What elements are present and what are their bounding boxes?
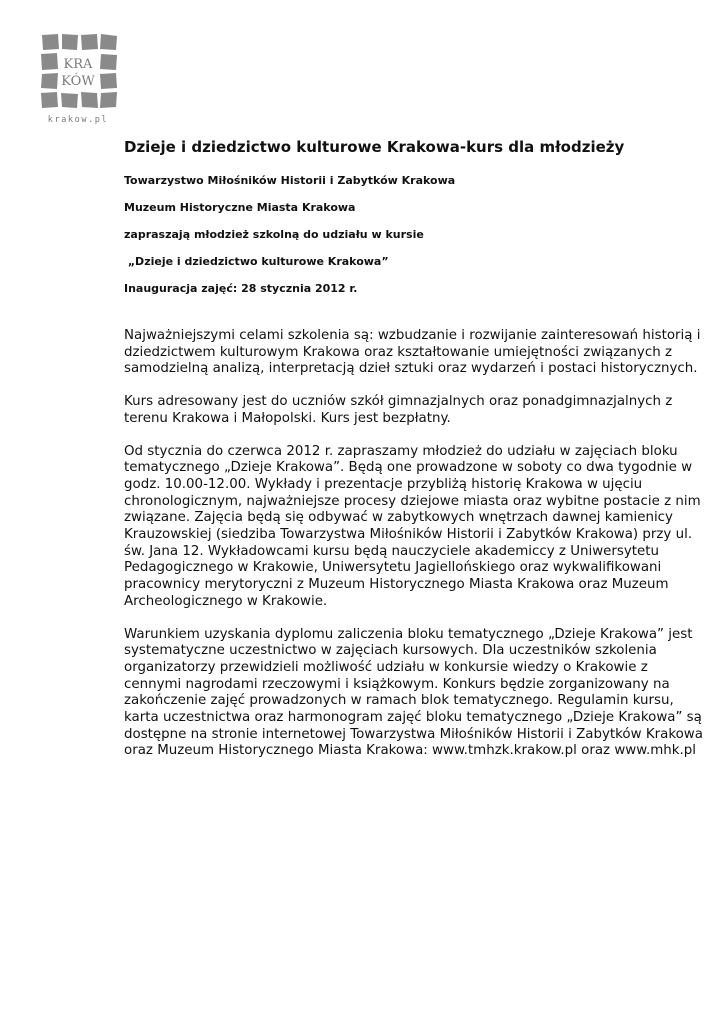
document-body bbox=[124, 137, 709, 776]
inauguration-line: Inauguracja zajęć: 28 stycznia 2012 r. bbox=[124, 282, 358, 295]
logo-text-line1: KRA bbox=[63, 57, 93, 72]
paragraph-conditions: Warunkiem uzyskania dyplomu zaliczenia bloku tematycznego „Dzieje Krakowa” jest systematyczne uczestnictwo w zajęciach kursowych. Dla uczestników szkolenia organizatorzy przewidzieli możliwość udziału w konkursie wiedzy o Krakowie z cennymi nagrodami rzeczowymi i książkowym. Konkurs będzie zorganizowany na zakończenie zajęć prowadzonych w ramach blok tematycznego. Regulamin kursu, karta uczestnictwa oraz harmonogram zajęć bloku tematycznego „Dzieje Krakowa” są dostępne na stronie internetowej Towarzystwa Miłośników Historii i Zabytków Krakowa oraz Muzeum Historycznego Miasta Krakowa: www.tmhzk.krakow.pl oraz www.mhk.pl bbox=[124, 626, 703, 759]
paragraph-schedule: Od stycznia do czerwca 2012 r. zapraszamy młodzież do udziału w zajęciach bloku tematycznego „Dzieje Krakowa”. Będą one prowadzone w soboty co dwa tygodnie w godz. 10.00-12.00. Wykłady i prezentacje przybliżą historię Krakowa w ujęciu chronologicznym, najważniejsze procesy dziejowe miasta oraz wybitne postacie z nim związane. Zajęcia będą się odbywać w zabytkowych wnętrzach dawnej kamienicy Krauzowskiej (siedziba Towarzystwa Miłośników Historii i Zabytków Krakowa) przy ul. św. Jana 12. Wykładowcami kursu będą nauczyciele akademiccy z Uniwersytetu Pedagogicznego w Krakowie, Uniwersytetu Jagiellońskiego oraz wykwalifikowani pracownicy merytoryczni z Muzeum Historycznego Miasta Krakowa oraz Muzeum Archeologicznego w Krakowie. bbox=[124, 443, 701, 609]
logo-url: krakow.pl bbox=[47, 115, 109, 125]
paragraph-goals: Najważniejszymi celami szkolenia są: wzbudzanie i rozwijanie zainteresowań historią i dziedzictwem kulturowym Krakowa oraz kształtowanie umiejętności związanych z samodzielną analizą, interpretacją dzieł sztuki oraz wydarzeń i postaci historycznych. bbox=[124, 328, 701, 377]
paragraph-audience: Kurs adresowany jest do uczniów szkół gimnazjalnych oraz ponadgimnazjalnych z terenu Krakowa i Małopolski. Kurs jest bezpłatny. bbox=[124, 394, 673, 426]
logo-text-line2: KÓW bbox=[61, 74, 95, 89]
invitation-line: zapraszają młodzież szkolną do udziału w kursie bbox=[124, 228, 424, 241]
document-title: Dzieje i dziedzictwo kulturowe Krakowa-kurs dla młodzieży bbox=[124, 138, 625, 156]
organizer-line: Towarzystwo Miłośników Historii i Zabytków Krakowa bbox=[124, 174, 456, 187]
course-name-line: „Dzieje i dziedzictwo kulturowe Krakowa” bbox=[124, 255, 389, 268]
museum-line: Muzeum Historyczne Miasta Krakowa bbox=[124, 201, 356, 214]
krakow-logo bbox=[38, 33, 120, 129]
